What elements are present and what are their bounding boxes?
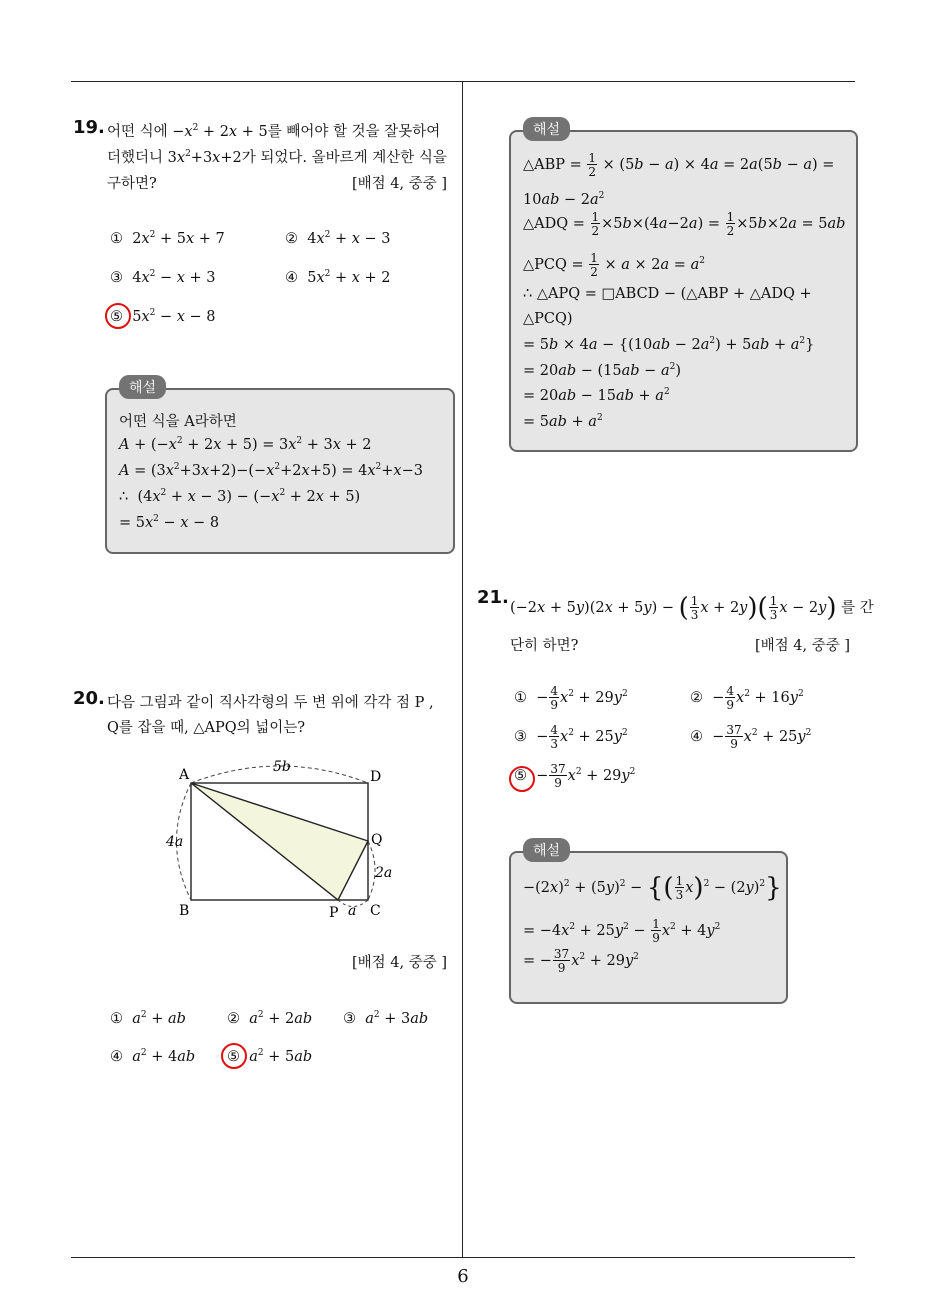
q20-sol-line4: △PCQ = $\frac{1}{2}$ × $a \times 2a = a^2$ — [523, 251, 705, 279]
bottom-rule — [71, 1257, 855, 1258]
q20-text-line2: Q를 잡을 때, △APQ의 넓이는? — [107, 720, 306, 736]
q20-sol-line1: △ABP = $\frac{1}{2}$ × (5b − a) × 4a = 2a(5b − a) = — [523, 151, 835, 179]
q20-sol-line3: △ADQ = $\frac{1}{2}$ ×5b×(4a−2a) = $\frac{1}{2}$ ×5b×2a = 5ab — [523, 210, 846, 238]
q21-sol-line1: $-(2x)^2 + (5y)^2$ − {( $\frac{1}{3}$ $x)^2 - (2y)^2$} — [523, 873, 782, 903]
q21-solution-tag: 해설 — [523, 838, 570, 862]
q20-answer-mark — [221, 1043, 247, 1069]
q19-sol-line5: = $5x^2 - x - 8$ — [119, 514, 220, 531]
label-B: B — [179, 903, 190, 919]
q21-choice-4[interactable]: ④ − $\frac{37}{9}$ $x^2 + 25y^2$ — [690, 723, 812, 751]
q21-meta: [배점 4, 중중 ] — [755, 638, 851, 654]
q20-sol-line9: = $20ab - 15ab + a^2$ — [523, 387, 670, 404]
q20-figure — [160, 755, 400, 925]
label-D: D — [370, 769, 382, 785]
q20-choice-4[interactable]: ④ $a^2 + 4ab$ — [110, 1048, 196, 1065]
q20-choice-1[interactable]: ① $a^2$ + ab — [110, 1010, 186, 1027]
label-C: C — [370, 903, 381, 919]
q20-sol-line5: ∴ △APQ = □ABCD − (△ABP + △ADQ + — [523, 286, 812, 302]
q20-sol-line10: = $5ab + a^2$ — [523, 413, 603, 430]
q19-choice-1[interactable]: ① $2x^2 + 5x + 7$ — [110, 230, 225, 247]
q19-text-line2: 더했더니 $3x^2+3x+2$가 되었다. 올바르게 계산한 식을 — [107, 149, 447, 166]
q21-sol-line3: = − $\frac{37}{9}$ $x^2 + 29y^2$ — [523, 947, 639, 975]
q19-choice-5[interactable]: ⑤ $5x^2 - x - 8$ — [110, 308, 216, 325]
q19-sol-line4: ∴ $(4x^2 + x - 3) - (-x^2 + 2x + 5)$ — [119, 488, 361, 505]
top-rule — [71, 81, 855, 82]
q19-sol-line2: $A + (-x^2 + 2x + 5) = 3x^2 + 3x + 2$ — [119, 436, 372, 453]
q21-text-line2: 단히 하면? — [510, 638, 579, 654]
q19-answer-mark — [105, 303, 131, 329]
q20-sol-line7: = $5b \times 4a - \{(10ab - 2a^2) + 5ab + a^2\}$ — [523, 336, 815, 353]
label-a: a — [348, 903, 357, 919]
q21-text-line1: (−2x + 5y)(2x + 5y) − ( $\frac{1}{3}$ x + 2y)( $\frac{1}{3}$ x − 2y) 를 간 — [510, 593, 874, 623]
q20-choice-2[interactable]: ② $a^2 + 2ab$ — [227, 1010, 313, 1027]
label-Q: Q — [371, 832, 383, 848]
column-divider — [462, 81, 463, 1257]
label-5b: 5b — [273, 759, 291, 775]
q21-sol-line2: = $-4x^2 + 25y^2$ − $\frac{1}{9}$ $x^2 + 4y^2$ — [523, 917, 721, 945]
q20-choice-3[interactable]: ③ $a^2 + 3ab$ — [343, 1010, 429, 1027]
q19-sol-line3: $A = (3x^2+3x+2)-(-x^2+2x+5) = 4x^2+x-3$ — [119, 462, 423, 479]
q19-meta: [배점 4, 중중 ] — [352, 176, 448, 192]
q21-choice-2[interactable]: ② − $\frac{4}{9}$ $x^2 + 16y^2$ — [690, 684, 804, 712]
q19-text-line3: 구하면? — [107, 176, 157, 192]
brace-right — [368, 841, 375, 900]
q19-number: 19. — [73, 117, 105, 138]
q21-choice-3[interactable]: ③ − $\frac{4}{3}$ $x^2 + 25y^2$ — [514, 723, 628, 751]
q21-choice-1[interactable]: ① − $\frac{4}{9}$ $x^2 + 29y^2$ — [514, 684, 628, 712]
q20-solution-tag: 해설 — [523, 117, 570, 141]
q19-sol-line1: 어떤 식을 A라하면 — [119, 414, 237, 430]
q20-sol-line8: = $20ab - (15ab - a^2)$ — [523, 362, 682, 379]
label-2a: 2a — [375, 865, 393, 881]
q19-choice-2[interactable]: ② $4x^2 + x - 3$ — [285, 230, 391, 247]
q20-number: 20. — [73, 688, 105, 709]
q21-choice-5[interactable]: ⑤ − $\frac{37}{9}$ $x^2 + 29y^2$ — [514, 762, 636, 790]
label-4a: 4a — [166, 834, 184, 850]
q19-text-line1: 어떤 식에 $-x^2 + 2x + 5$를 빼어야 할 것을 잘못하여 — [107, 123, 441, 140]
q20-text-line1: 다음 그림과 같이 직사각형의 두 변 위에 각각 점 P , — [107, 695, 434, 711]
triangle-APQ — [191, 783, 368, 900]
label-A: A — [179, 767, 190, 783]
q20-meta: [배점 4, 중중 ] — [352, 955, 448, 971]
label-P: P — [329, 905, 339, 921]
q19-solution-tag: 해설 — [119, 375, 166, 399]
q21-answer-mark — [509, 766, 535, 792]
page-number: 6 — [457, 1266, 469, 1287]
q20-sol-line6: △PCQ) — [523, 311, 573, 327]
q20-sol-line2: $10ab - 2a^2$ — [523, 191, 605, 208]
q19-choice-3[interactable]: ③ $4x^2 - x + 3$ — [110, 269, 216, 286]
q20-choice-5[interactable]: ⑤ $a^2 + 5ab$ — [227, 1048, 313, 1065]
q21-number: 21. — [477, 587, 509, 608]
q19-choice-4[interactable]: ④ $5x^2 + x + 2$ — [285, 269, 391, 286]
